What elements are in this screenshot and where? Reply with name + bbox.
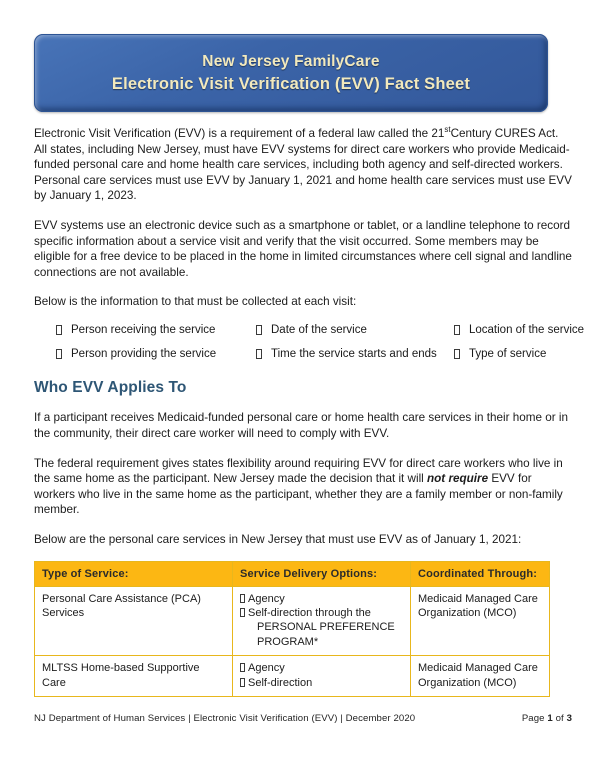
intro-p1-pre: Electronic Visit Verification (EVV) is a requirement of a federal law called the 21 — [34, 127, 445, 140]
delivery-option-label: Agency — [248, 592, 285, 605]
bullet-box-icon — [240, 594, 245, 603]
title-banner — [34, 34, 548, 112]
list-item-label: Date of the service — [271, 323, 367, 336]
banner-title-line-1: New Jersey FamilyCare — [202, 52, 380, 70]
list-item-label: Location of the service — [469, 323, 585, 336]
cell-type-of-service: Personal Care Assistance (PCA) Services — [35, 586, 233, 656]
services-table-body — [35, 586, 550, 696]
footer-page-number — [522, 713, 572, 724]
emphasis-not-require: not require — [427, 472, 489, 486]
intro-paragraph-2: EVV systems use an electronic device such as a smartphone or tablet, or a landline telephone to record specific information about a service visit and verify that the visit occurred. Some members may be eligible for a free device to be placed in the home in limited circumstances where cell signal and landline connections are not available. — [34, 218, 572, 279]
footer-current-page: 1 — [547, 713, 553, 724]
footer-total-pages: 3 — [566, 713, 572, 724]
ordinal-superscript: st — [444, 125, 451, 135]
cell-coordinated-through: Medicaid Managed Care Organization (MCO) — [411, 656, 550, 697]
bullet-box-icon — [240, 608, 245, 617]
intro-paragraph-3: Below is the information to that must be collected at each visit: — [34, 295, 357, 309]
intro-p1-post: Century CURES Act. All states, including New Jersey, must have EVV systems for direct care workers who provide Medicaid-funded personal care and home health care services, including both agency and self-directed workers. Personal care services must use EVV by January 1, 2021 and home health care services must use EVV by January 1, 2023. — [34, 127, 572, 203]
list-item-label: Time the service starts and ends — [271, 348, 437, 361]
column-header-service-delivery-options: Service Delivery Options: — [233, 561, 411, 586]
bullet-box-icon — [56, 349, 62, 359]
delivery-option — [240, 592, 403, 606]
page-footer — [34, 713, 572, 724]
footer-left-text: NJ Department of Human Services | Electronic Visit Verification (EVV) | December 2020 — [34, 713, 416, 724]
services-table-head — [35, 561, 550, 586]
who-paragraph-1: If a participant receives Medicaid-funded personal care or home health care services in their home or in the community, their direct care worker will need to comply with EVV. — [34, 411, 569, 440]
delivery-option-continuation: PERSONAL PREFERENCE PROGRAM* — [257, 621, 395, 648]
who-paragraph-2 — [34, 456, 572, 518]
delivery-option — [240, 661, 403, 675]
list-item-label: Type of service — [469, 348, 547, 361]
who-p2-post: EVV for workers who live in the same home as the participant, whether they are a family member or non-family member. — [34, 472, 563, 517]
cell-service-delivery-options — [233, 586, 411, 656]
delivery-option-label: Agency — [248, 662, 285, 675]
delivery-option-label: Self-direction — [248, 676, 313, 689]
list-item-label: Person providing the service — [71, 348, 217, 361]
who-p2-pre: The federal requirement gives states flexibility around requiring EVV for direct care workers who live in the same home as the participant. New Jersey made the decision that it will — [34, 456, 563, 486]
cell-coordinated-through: Medicaid Managed Care Organization (MCO) — [411, 586, 550, 656]
collected-info-list — [34, 323, 585, 361]
intro-paragraph-1 — [34, 126, 572, 204]
document-body — [34, 125, 585, 697]
list-item — [256, 347, 454, 361]
bullet-box-icon — [56, 325, 62, 335]
bullet-box-icon — [240, 663, 245, 672]
list-item — [56, 323, 256, 337]
list-item-label: Person receiving the service — [71, 323, 216, 336]
title-banner-box — [34, 34, 548, 112]
column-header-coordinated-through: Coordinated Through: — [411, 561, 550, 586]
services-table — [34, 561, 550, 697]
table-row — [35, 586, 550, 656]
table-row — [35, 656, 550, 697]
banner-title-line-2: Electronic Visit Verification (EVV) Fact Sheet — [111, 74, 471, 93]
section-heading-who-evv-applies-to: Who EVV Applies To — [34, 379, 187, 397]
list-item — [454, 347, 594, 361]
list-item — [454, 323, 594, 337]
table-header-row — [35, 561, 550, 586]
list-item — [56, 347, 256, 361]
column-header-type-of-service: Type of Service: — [35, 561, 233, 586]
bullet-box-icon — [454, 325, 460, 335]
bullet-box-icon — [240, 678, 245, 687]
list-item — [256, 323, 454, 337]
table-lead-in-text: Below are the personal care services in New Jersey that must use EVV as of January 1, 2021: — [34, 532, 522, 546]
services-table-wrapper — [34, 561, 549, 697]
footer-page-middle: of — [552, 713, 567, 724]
footer-page-prefix: Page — [521, 713, 548, 724]
delivery-option — [240, 676, 403, 690]
delivery-option — [240, 606, 403, 620]
cell-service-delivery-options — [233, 656, 411, 697]
bullet-box-icon — [454, 349, 460, 359]
cell-type-of-service: MLTSS Home-based Supportive Care — [35, 656, 233, 697]
bullet-box-icon — [256, 325, 262, 335]
delivery-option-label: Self-direction through the — [248, 606, 371, 619]
bullet-box-icon — [256, 349, 262, 359]
